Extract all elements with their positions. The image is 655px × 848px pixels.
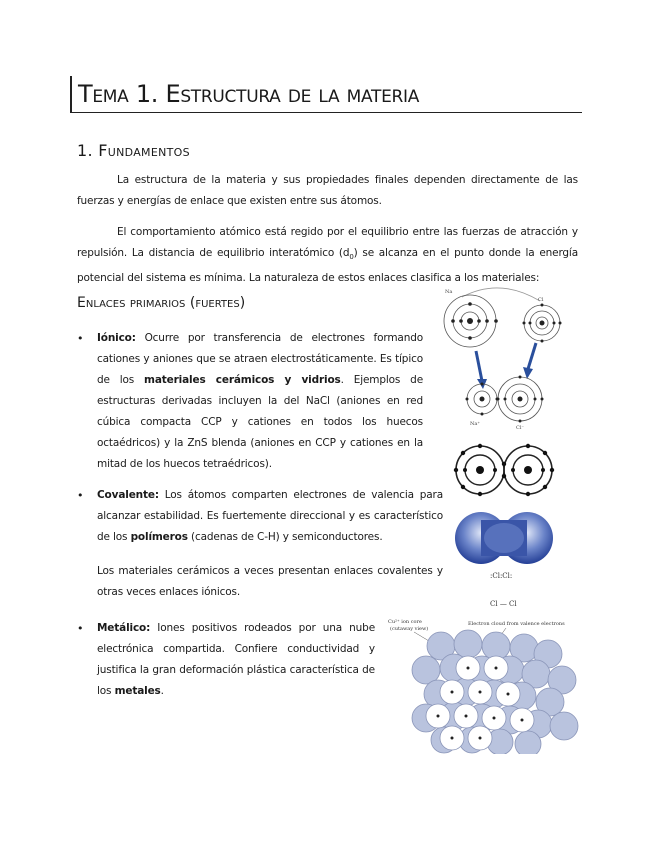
arrow-na (476, 351, 482, 381)
cutaway-label: (cutaway view) (390, 626, 429, 632)
electron-density-spheres (455, 512, 553, 564)
paragraph-2-text-a: El comportamiento atómico está regido por el equilibrio entre las fuerzas de atracción y repulsión. La distancia de equilibrio interatómico (d (77, 226, 578, 259)
page-title: Tema 1. Estructura de la materia (78, 80, 420, 108)
metallic-bold: metales (114, 685, 161, 697)
paragraph-1-text: La estructura de la materia y sus propiedades finales dependen directamente de las fuerzas y energías de enlace que existen entre sus átomos. (77, 174, 578, 207)
na-label: Na (445, 289, 453, 295)
covalent-text-a: Los átomos comparten electrones de valencia para alcanzar estabilidad. Es fuertemente direccional y es característico de los (97, 489, 443, 543)
cl-label: Cl (538, 297, 544, 303)
covalent-bond-figure (452, 440, 557, 615)
subsection-heading: Enlaces primarios (fuertes) (77, 295, 246, 311)
covalent-text-b: (cadenas de C-H) y semiconductores. (187, 531, 383, 543)
na-ion-label: Na⁺ (470, 421, 480, 427)
paragraph-2-text-b: ) se alcanza en el punto donde la energía potencial del sistema es mínima. La naturaleza de estos enlaces clasifica a los materiales: (77, 247, 578, 285)
arrow-cl (528, 343, 536, 369)
bullet-metallic: • (77, 622, 84, 635)
section-heading: 1. Fundamentos (77, 141, 190, 160)
title-bar (70, 76, 582, 113)
ionic-text-a: Ocurre por transferencia de electrones formando cationes y aniones que se atraen electrostáticamente. Es típico de los (97, 332, 423, 386)
term-ionic: Iónico: (97, 332, 136, 344)
paragraph-1 (77, 170, 578, 212)
metallic-bond-figure (386, 614, 591, 754)
metallic-text-a: Iones positivos rodeados por una nube electrónica compartida. Confiere conductividad y justifica la gran deformación plástica característica de los (97, 622, 375, 697)
cl-ion (497, 376, 544, 423)
ionic-text-b: . Ejemplos de estructuras derivadas incluyen la del NaCl (aniones en red cúbica compacta CCP y cationes en todos los huecos octaédricos) y la ZnS blenda (aniones en CCP y cationes en la mitad de los huecos tetraédricos). (97, 374, 424, 470)
lewis-structure: :Cl:Cl: (490, 572, 513, 580)
electron-cloud-label: Electron cloud from valence electrons (468, 621, 565, 627)
covalent-bold: polímeros (130, 531, 188, 543)
ion-core-label: Cu²⁺ ion core (388, 619, 422, 625)
paragraph-2 (77, 222, 578, 289)
covalent-extra: Los materiales cerámicos a veces presentan enlaces covalentes y otras veces enlaces iónicos. (97, 565, 443, 598)
na-ion (466, 383, 499, 416)
transfer-arrow (462, 288, 540, 301)
cl-cl-bond: Cl — Cl (490, 600, 517, 608)
ionic-bond-figure (440, 283, 570, 433)
cl-ion-label: Cl⁻ (516, 425, 525, 431)
shared-electron-atoms (454, 444, 554, 496)
item-metallic (97, 618, 375, 702)
d0-subscript: 0 (349, 253, 354, 262)
na-atom (444, 295, 498, 347)
ionic-bold: materiales cerámicos y vidrios (144, 374, 341, 386)
ion-lattice (412, 630, 578, 754)
bullet-ionic: • (77, 332, 84, 345)
term-covalent: Covalente: (97, 489, 159, 501)
metallic-text-b: . (160, 685, 164, 697)
cl-atom (523, 304, 562, 343)
bullet-covalent: • (77, 489, 84, 502)
item-covalent (97, 485, 443, 548)
item-ionic (97, 328, 423, 475)
term-metallic: Metálico: (97, 622, 151, 634)
